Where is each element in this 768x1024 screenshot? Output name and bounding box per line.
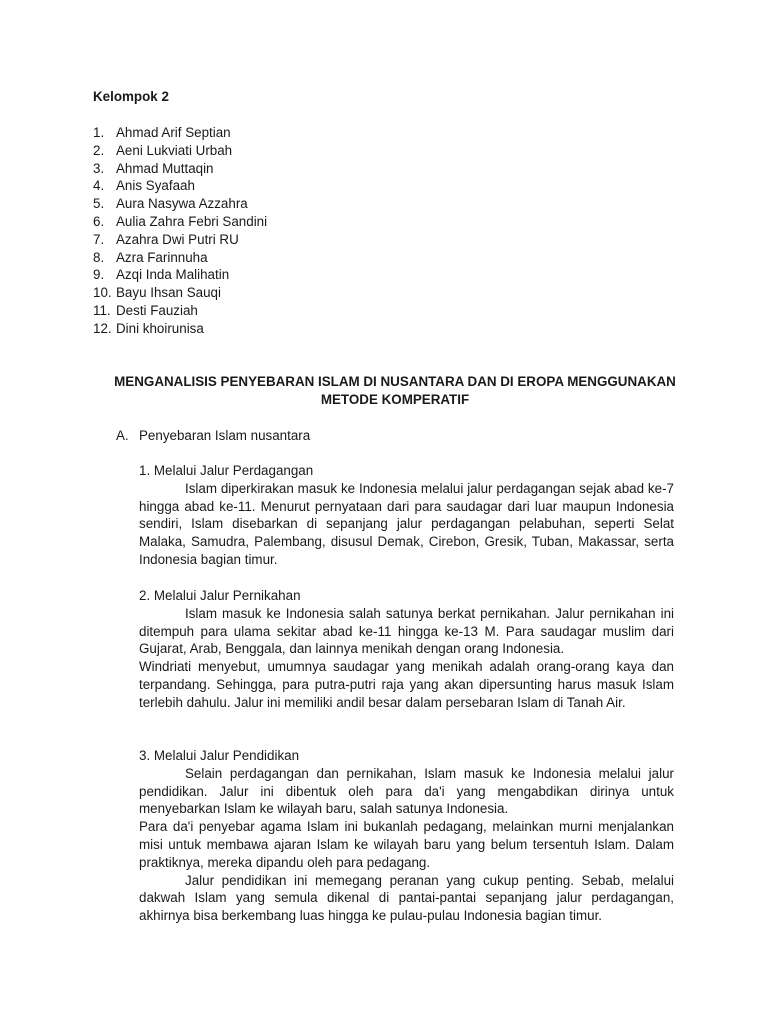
paragraph: Para da'i penyebar agama Islam ini bukanlah pedagang, melainkan murni menjalankan misi untuk membawa ajaran Islam ke wilayah baru yang belum tersentuh Islam. Dalam praktiknya, mereka dipandu oleh para pedagang. <box>139 819 674 870</box>
list-item <box>93 266 393 284</box>
subsection-title: 3. Melalui Jalur Pendidikan <box>139 748 300 763</box>
member-name: Aulia Zahra Febri Sandini <box>116 213 268 229</box>
list-number: 2. <box>93 142 105 158</box>
group-title: Kelompok 2 <box>93 89 169 104</box>
paragraph: Selain perdagangan dan pernikahan, Islam masuk ke Indonesia melalui jalur pendidikan. Jalur ini dibentuk oleh para da'i yang mengabdikan dirinya untuk menyebarkan Islam ke wilayah baru, salah satunya Indonesia. <box>139 765 674 817</box>
member-name: Azqi Inda Malihatin <box>116 267 230 283</box>
list-number: 10. <box>93 285 112 301</box>
list-number: 4. <box>93 178 105 194</box>
member-name: Azahra Dwi Putri RU <box>116 231 239 247</box>
section-title: Penyebaran Islam nusantara <box>139 428 311 443</box>
paragraph: Jalur pendidikan ini memegang peranan yang cukup penting. Sebab, melalui dakwah Islam yang semula dikenal di pantai-pantai sepanjang jalur perdagangan, akhirnya bisa berkembang luas hingga ke pulau-pulau Indonesia bagian timur. <box>139 872 674 924</box>
member-name: Desti Fauziah <box>116 302 198 318</box>
member-name: Ahmad Arif Septian <box>116 125 231 140</box>
subsection-marriage <box>139 587 674 712</box>
member-list <box>93 124 393 338</box>
list-number: 5. <box>93 196 105 212</box>
list-item <box>93 302 393 320</box>
member-name: Azra Farinnuha <box>116 249 208 265</box>
list-number: 7. <box>93 231 105 247</box>
subsection-title: 2. Melalui Jalur Pernikahan <box>139 588 301 603</box>
list-item <box>93 142 393 160</box>
paragraph: Islam diperkirakan masuk ke Indonesia melalui jalur perdagangan sejak abad ke-7 hingga abad ke-11. Menurut pernyataan dari para saudagar dari luar maupun Indonesia sendiri, Islam disebarkan di sepanjang jalur perdagangan pelabuhan, seperti Selat Malaka, Samudra, Palembang, disusul Demak, Cirebon, Gresik, Tuban, Makassar, serta Indonesia bagian timur. <box>139 480 674 567</box>
section-letter: A. <box>116 428 129 443</box>
list-item <box>93 231 393 249</box>
list-item <box>93 124 393 142</box>
member-name: Aeni Lukviati Urbah <box>116 142 233 158</box>
list-item <box>93 284 393 302</box>
list-item <box>93 320 393 338</box>
subsection-trade <box>139 462 674 569</box>
member-name: Ahmad Muttaqin <box>116 160 214 176</box>
list-number: 11. <box>93 302 111 318</box>
member-name: Dini khoirunisa <box>116 320 204 336</box>
list-number: 9. <box>93 267 105 283</box>
subsection-title: 1. Melalui Jalur Perdagangan <box>139 463 314 478</box>
list-item <box>93 160 393 178</box>
list-item <box>93 213 393 231</box>
list-number: 3. <box>93 160 105 176</box>
member-name: Bayu Ihsan Sauqi <box>116 285 221 301</box>
list-number: 6. <box>93 213 105 229</box>
member-name: Aura Nasywa Azzahra <box>116 196 248 212</box>
section-heading <box>116 427 310 445</box>
subsection-education <box>139 747 674 925</box>
list-number: 12. <box>93 320 112 336</box>
paragraph: Windriati menyebut, umumnya saudagar yang menikah adalah orang-orang kaya dan terpandang. Sehingga, para putra-putri raja yang akan dipersunting harus masuk Islam terlebih dahulu. Jalur ini memiliki andil besar dalam persebaran Islam di Tanah Air. <box>139 659 674 710</box>
member-name: Anis Syafaah <box>116 178 195 194</box>
list-number: 1. <box>93 125 105 140</box>
list-number: 8. <box>93 249 105 265</box>
list-item <box>93 195 393 213</box>
list-item <box>93 249 393 267</box>
paragraph: Islam masuk ke Indonesia salah satunya berkat pernikahan. Jalur pernikahan ini ditempuh para ulama sekitar abad ke-11 hingga ke-13 M. Para saudagar muslim dari Gujarat, Arab, Benggala, dan lainnya menikah dengan orang Indonesia. <box>139 605 674 657</box>
document-title: MENGANALISIS PENYEBARAN ISLAM DI NUSANTARA DAN DI EROPA MENGGUNAKAN METODE KOMPERATIF <box>114 374 676 407</box>
list-item <box>93 177 393 195</box>
